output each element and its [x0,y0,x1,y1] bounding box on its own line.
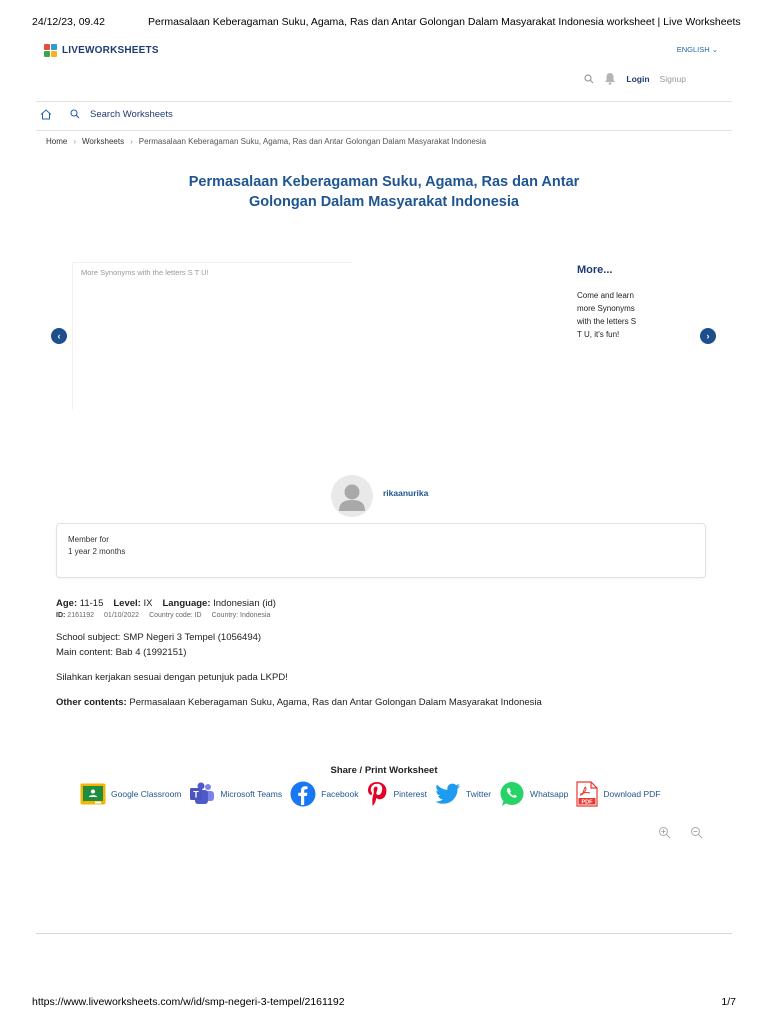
share-label: Twitter [466,789,492,799]
worksheet-meta [56,598,276,609]
print-datetime: 24/12/23, 09.42 [32,16,105,28]
pinterest-icon [366,781,388,807]
share-label: Download PDF [603,789,661,799]
bell-icon[interactable] [604,72,616,85]
other-contents-link[interactable]: Permasalaan Keberagaman Suku, Agama, Ras dan Antar Golongan Dalam Masyarakat Indonesia [129,697,542,708]
chevron-right-icon: › [73,137,77,146]
worksheet-meta-small [56,612,270,619]
search-worksheets-icon[interactable] [70,109,80,120]
country: Country: Indonesia [211,612,271,619]
language-selector[interactable]: ENGLISH ⌄ [676,45,718,54]
breadcrumb-current: Permasalaan Keberagaman Suku, Agama, Ras dan Antar Golongan Dalam Masyarakat Indonesia [138,137,487,146]
breadcrumb-worksheets[interactable]: Worksheets [82,137,125,146]
signup-link[interactable]: Signup [659,73,686,84]
share-label: Whatsapp [530,789,569,799]
print-page-title: Permasalaan Keberagaman Suku, Agama, Ras dan Antar Golongan Dalam Masyarakat Indonesia worksheet | Live Worksheets [148,16,741,28]
user-icon [331,475,373,517]
other-contents-label: Other contents: [56,697,127,708]
zoom-out-icon[interactable] [690,826,703,844]
brand-name: LIVEWORKSHEETS [62,45,159,56]
page-title-line2: Golongan Dalam Masyarakat Indonesia [249,194,519,210]
home-icon[interactable] [40,109,52,120]
carousel-slide[interactable] [72,262,352,410]
share-microsoft-teams[interactable] [189,782,282,806]
share-pinterest[interactable] [366,781,427,807]
nav-divider [36,130,732,131]
whatsapp-icon [499,781,525,807]
chevron-right-icon: › [130,137,133,146]
share-twitter[interactable] [435,783,491,805]
member-duration: 1 year 2 months [68,547,126,556]
country-code: Country code: ID [149,612,202,619]
share-whatsapp[interactable] [499,781,568,807]
facebook-icon [290,781,316,807]
share-label: Microsoft Teams [220,789,283,799]
share-download-pdf[interactable] [576,781,660,807]
worksheet-date: 01/10/2022 [104,612,140,619]
footer-divider [36,933,732,934]
share-label: Google Classroom [111,789,182,799]
school-subject[interactable]: School subject: SMP Negeri 3 Tempel (1056494) [56,632,262,643]
login-link[interactable]: Login [626,73,650,84]
main-content[interactable]: Main content: Bab 4 (1992151) [56,647,187,658]
breadcrumb [46,137,486,146]
share-facebook[interactable] [290,781,358,807]
twitter-icon [435,783,461,805]
google-classroom-icon [80,783,106,805]
header-divider [36,101,732,102]
brand-logo[interactable] [44,44,159,57]
more-description: Come and learn more Synonyms with the letters S T U, it's fun! [577,291,637,339]
search-worksheets-link[interactable]: Search Worksheets [90,109,173,120]
share-row [80,781,663,807]
share-label: Facebook [321,789,359,799]
footer-url: https://www.liveworksheets.com/w/id/smp-negeri-3-tempel/2161192 [32,996,345,1008]
age-info: Age: 11-15 [56,598,104,609]
zoom-in-icon[interactable] [658,826,671,844]
carousel-next-button[interactable]: › [700,328,716,344]
search-icon[interactable] [584,73,594,84]
page-title-line1: Permasalaan Keberagaman Suku, Agama, Ras dan Antar [188,174,580,190]
svg-text:T: T [193,789,200,800]
svg-text:PDF: PDF [581,799,593,806]
microsoft-teams-icon [189,782,215,806]
page-title [120,172,648,212]
member-card [56,523,706,578]
nav-row [40,109,173,120]
author-username[interactable]: rikaanurika [383,488,429,498]
share-title: Share / Print Worksheet [330,765,438,776]
more-title[interactable]: More... [577,264,613,276]
share-google-classroom[interactable] [80,783,181,805]
avatar[interactable] [331,475,373,517]
carousel-caption: More Synonyms with the letters S T U! [81,268,209,277]
level-info: Level: IX [113,598,153,609]
logo-icon [44,44,57,57]
member-label: Member for [68,535,109,544]
carousel-prev-button[interactable]: ‹ [51,328,67,344]
breadcrumb-home[interactable]: Home [46,137,68,146]
instructions: Silahkan kerjakan sesuai dengan petunjuk pada LKPD! [56,672,288,683]
other-contents [56,697,542,708]
top-actions [584,72,686,85]
footer-page-number: 1/7 [721,996,736,1008]
share-label: Pinterest [393,789,428,799]
language-info: Language: Indonesian (id) [162,598,276,609]
worksheet-id: ID: 2161192 [56,612,95,619]
pdf-icon [576,781,598,807]
